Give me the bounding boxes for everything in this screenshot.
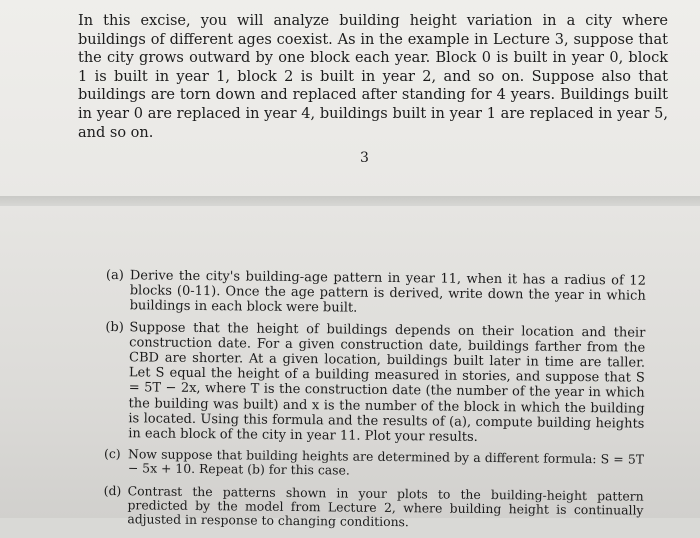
question-parts: [103, 268, 646, 538]
intro-paragraph: In this excise, you will analyze building height variation in a city where buildings of different ages coexist. As in the example in Lecture 3, suppose that the city grows outward by one block each year. Block 0 is built in year 0, block 1 is built in year 1, block 2 is built in year 2, and so on. Suppose also that buildings are torn down and replaced after standing for 4 years. Buildings built in year 0 are replaced in year 4, buildings built in year 1 are replaced in year 5, and so on.: [78, 13, 668, 141]
part-c: [104, 447, 644, 481]
part-c-text: Now suppose that building heights are determined by a different formula: S = 5T − 5x + 10. Repeat (b) for this case.: [127, 446, 645, 479]
part-d-label: (d): [103, 482, 122, 498]
part-b-label: (b): [105, 319, 124, 335]
part-b: [104, 320, 645, 447]
page-gap: [0, 196, 700, 206]
part-c-label: (c): [103, 446, 121, 462]
part-d: [103, 484, 643, 532]
upper-page: [0, 0, 700, 196]
part-a: [106, 268, 646, 319]
part-b-text: Suppose that the height of buildings depends on their location and their construction date. For a given construction date, buildings farther from the CBD are shorter. At a given location, buildings built later in time are taller. Let S equal the height of a building measured in stories, and suppose that S = 5T − 2x, where T is the construction date (the number of the year in which the building was built) and x is the number of the block in which the building is located. Using this formula and the results of (a), compute building heights in each block of the city in year 11. Plot your results.: [128, 319, 646, 445]
part-a-text: Derive the city's building-age pattern in year 11, when it has a radius of 12 blocks (0-11). Once the age pattern is derived, write down the year in which buildings in each block were built.: [129, 268, 646, 317]
part-a-label: (a): [105, 268, 124, 284]
part-d-text: Contrast the patterns shown in your plots to the building-height pattern predicted by the model from Lecture 2, where building height is continually adjusted in response to changing conditions.: [127, 482, 644, 530]
page-number: 3: [360, 150, 369, 166]
